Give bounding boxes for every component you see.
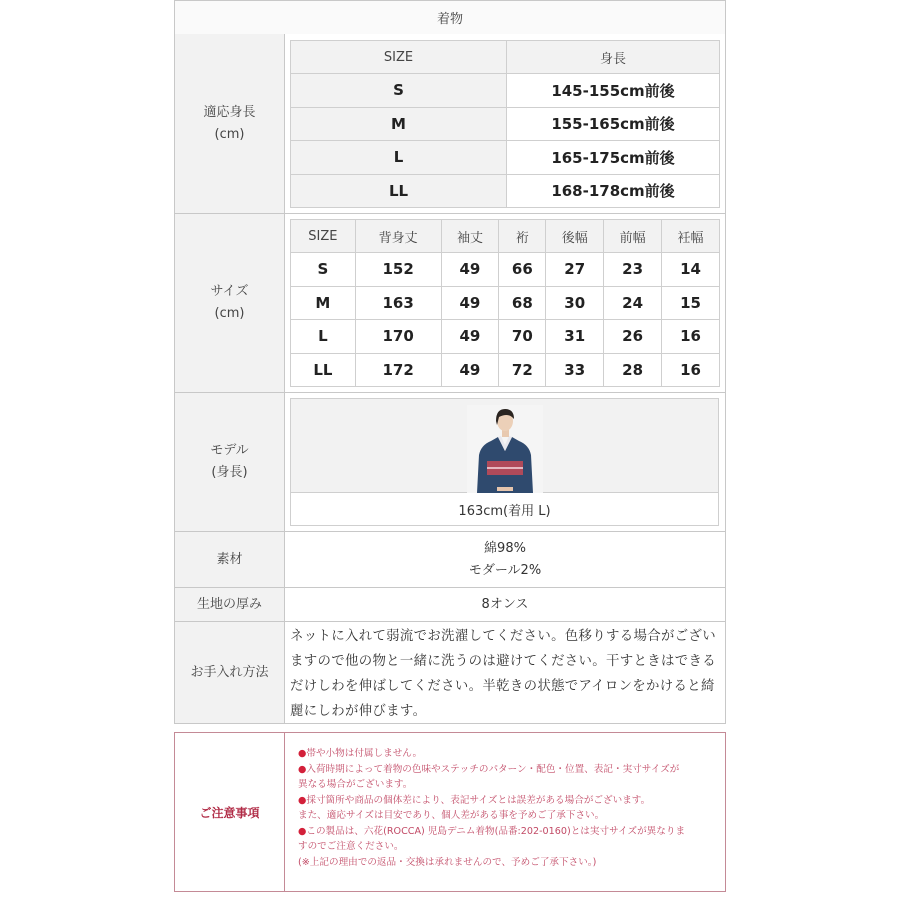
height-cell: 145-155cm前後 [507, 74, 720, 108]
note-line [298, 839, 725, 855]
value-cell: 152 [355, 253, 441, 287]
height-cell: 155-165cm前後 [507, 107, 720, 141]
thickness-value: 8オンス [481, 596, 529, 612]
bullet-icon: ● [298, 825, 307, 837]
size-unit: (cm) [214, 306, 245, 321]
care-line: だけしわを伸ばしてください。半乾きの状態でアイロンをかけると綺 [290, 679, 715, 694]
table-header-row [291, 220, 720, 253]
care-line: ネットに入れて弱流でお洗濯してください。色移りする場合がござい [290, 629, 716, 644]
size-cell: S [291, 253, 356, 287]
notes-label-cell [174, 732, 285, 892]
size-cell: LL [291, 174, 507, 208]
value-cell: 26 [604, 320, 662, 354]
note-text: (※上記の理由での返品・交換は承れませんので、予めご了承下さい。) [298, 856, 597, 868]
notes-label: ご注意事項 [199, 805, 260, 820]
note-text: 異なる場合がございます。 [298, 779, 413, 790]
value-cell: 23 [604, 253, 662, 287]
value-cell: 49 [441, 286, 499, 320]
value-cell: 33 [546, 353, 604, 387]
model-height-label: (身長) [211, 465, 248, 480]
table-row [291, 174, 720, 208]
care-line: ますので他の物と一緒に洗うのは避けてください。干すときはできる [290, 654, 716, 669]
size-cell: L [291, 320, 356, 354]
value-cell: 14 [662, 253, 720, 287]
note-text: 帯や小物は付属しません。 [306, 748, 423, 759]
value-cell: 16 [662, 353, 720, 387]
size-label-cell [174, 214, 285, 392]
value-cell: 172 [355, 353, 441, 387]
value-cell: 16 [662, 320, 720, 354]
table-row [291, 141, 720, 175]
note-line [298, 746, 725, 762]
table-row [291, 107, 720, 141]
table-row [291, 353, 720, 387]
model-label: モデル [210, 443, 249, 458]
table-title: 着物 [174, 0, 726, 35]
size-label: サイズ [210, 284, 249, 299]
size-cell: S [291, 74, 507, 108]
value-cell: 30 [546, 286, 604, 320]
value-cell: 28 [604, 353, 662, 387]
table-row [291, 286, 720, 320]
col-header: 前幅 [604, 220, 662, 253]
bullet-icon: ● [298, 763, 307, 775]
col-header-height: 身長 [507, 41, 720, 74]
height-label-cell [174, 34, 285, 214]
col-header: 背身丈 [355, 220, 441, 253]
note-line [298, 855, 725, 871]
col-header: SIZE [291, 220, 356, 253]
notes-content [284, 732, 726, 892]
note-line [298, 777, 725, 793]
height-cell: 168-178cm前後 [507, 174, 720, 208]
note-text: 入荷時期によって着物の色味やステッチのパターン・配色・位置、表記・実寸サイズが [306, 763, 680, 775]
value-cell: 15 [662, 286, 720, 320]
bullet-icon: ● [298, 748, 307, 759]
col-header: 袖丈 [441, 220, 499, 253]
value-cell: 72 [499, 353, 546, 387]
value-cell: 49 [441, 353, 499, 387]
note-line [298, 824, 725, 840]
note-text: この製品は、六花(ROCCA) 児島デニム着物(品番:202-0160)とは実寸サイズが異なりま [306, 825, 686, 837]
value-cell: 49 [441, 253, 499, 287]
note-text: すのでご注意ください。 [298, 841, 404, 852]
col-header: 裄 [499, 220, 546, 253]
table-row [291, 74, 720, 108]
height-label: 適応身長 [203, 105, 256, 120]
model-caption: 163cm(着用 L) [458, 504, 551, 519]
table-row [291, 253, 720, 287]
value-cell: 24 [604, 286, 662, 320]
size-cell: M [291, 107, 507, 141]
height-table [290, 40, 720, 208]
thickness-label-cell [174, 588, 285, 621]
care-line: 麗にしわが伸びます。 [290, 704, 427, 719]
size-table [290, 219, 720, 387]
value-cell: 31 [546, 320, 604, 354]
size-cell: LL [291, 353, 356, 387]
bullet-icon: ● [298, 794, 307, 806]
note-text: 採寸箇所や商品の個体差により、表記サイズとは誤差がある場合がございます。 [306, 794, 651, 806]
model-photo-icon [467, 405, 543, 493]
material-label-cell [174, 532, 285, 587]
size-cell: L [291, 141, 507, 175]
table-row [291, 320, 720, 354]
material-line: モダール2% [468, 562, 542, 578]
value-cell: 27 [546, 253, 604, 287]
height-cell: 165-175cm前後 [507, 141, 720, 175]
material-value-cell [285, 532, 726, 587]
thickness-label: 生地の厚み [196, 596, 262, 612]
note-text: また、適応サイズは目安であり、個人差がある事を予めご了承下さい。 [298, 810, 605, 821]
value-cell: 49 [441, 320, 499, 354]
value-cell: 163 [355, 286, 441, 320]
value-cell: 170 [355, 320, 441, 354]
model-image-area [291, 399, 718, 493]
divider [174, 723, 726, 724]
col-header: 衽幅 [662, 220, 720, 253]
thickness-value-cell [285, 588, 726, 621]
note-line [298, 808, 725, 824]
value-cell: 70 [499, 320, 546, 354]
col-header: 後幅 [546, 220, 604, 253]
care-label: お手入れ方法 [190, 664, 269, 680]
care-text [290, 622, 722, 723]
height-unit: (cm) [214, 127, 245, 142]
care-label-cell [174, 622, 285, 723]
note-line [298, 793, 725, 809]
col-header-size: SIZE [291, 41, 507, 74]
model-label-cell [174, 393, 285, 531]
table-header-row [291, 41, 720, 74]
value-cell: 68 [499, 286, 546, 320]
size-cell: M [291, 286, 356, 320]
material-line: 綿98% [484, 540, 526, 556]
note-line [298, 762, 725, 778]
material-label: 素材 [216, 551, 243, 567]
value-cell: 66 [499, 253, 546, 287]
